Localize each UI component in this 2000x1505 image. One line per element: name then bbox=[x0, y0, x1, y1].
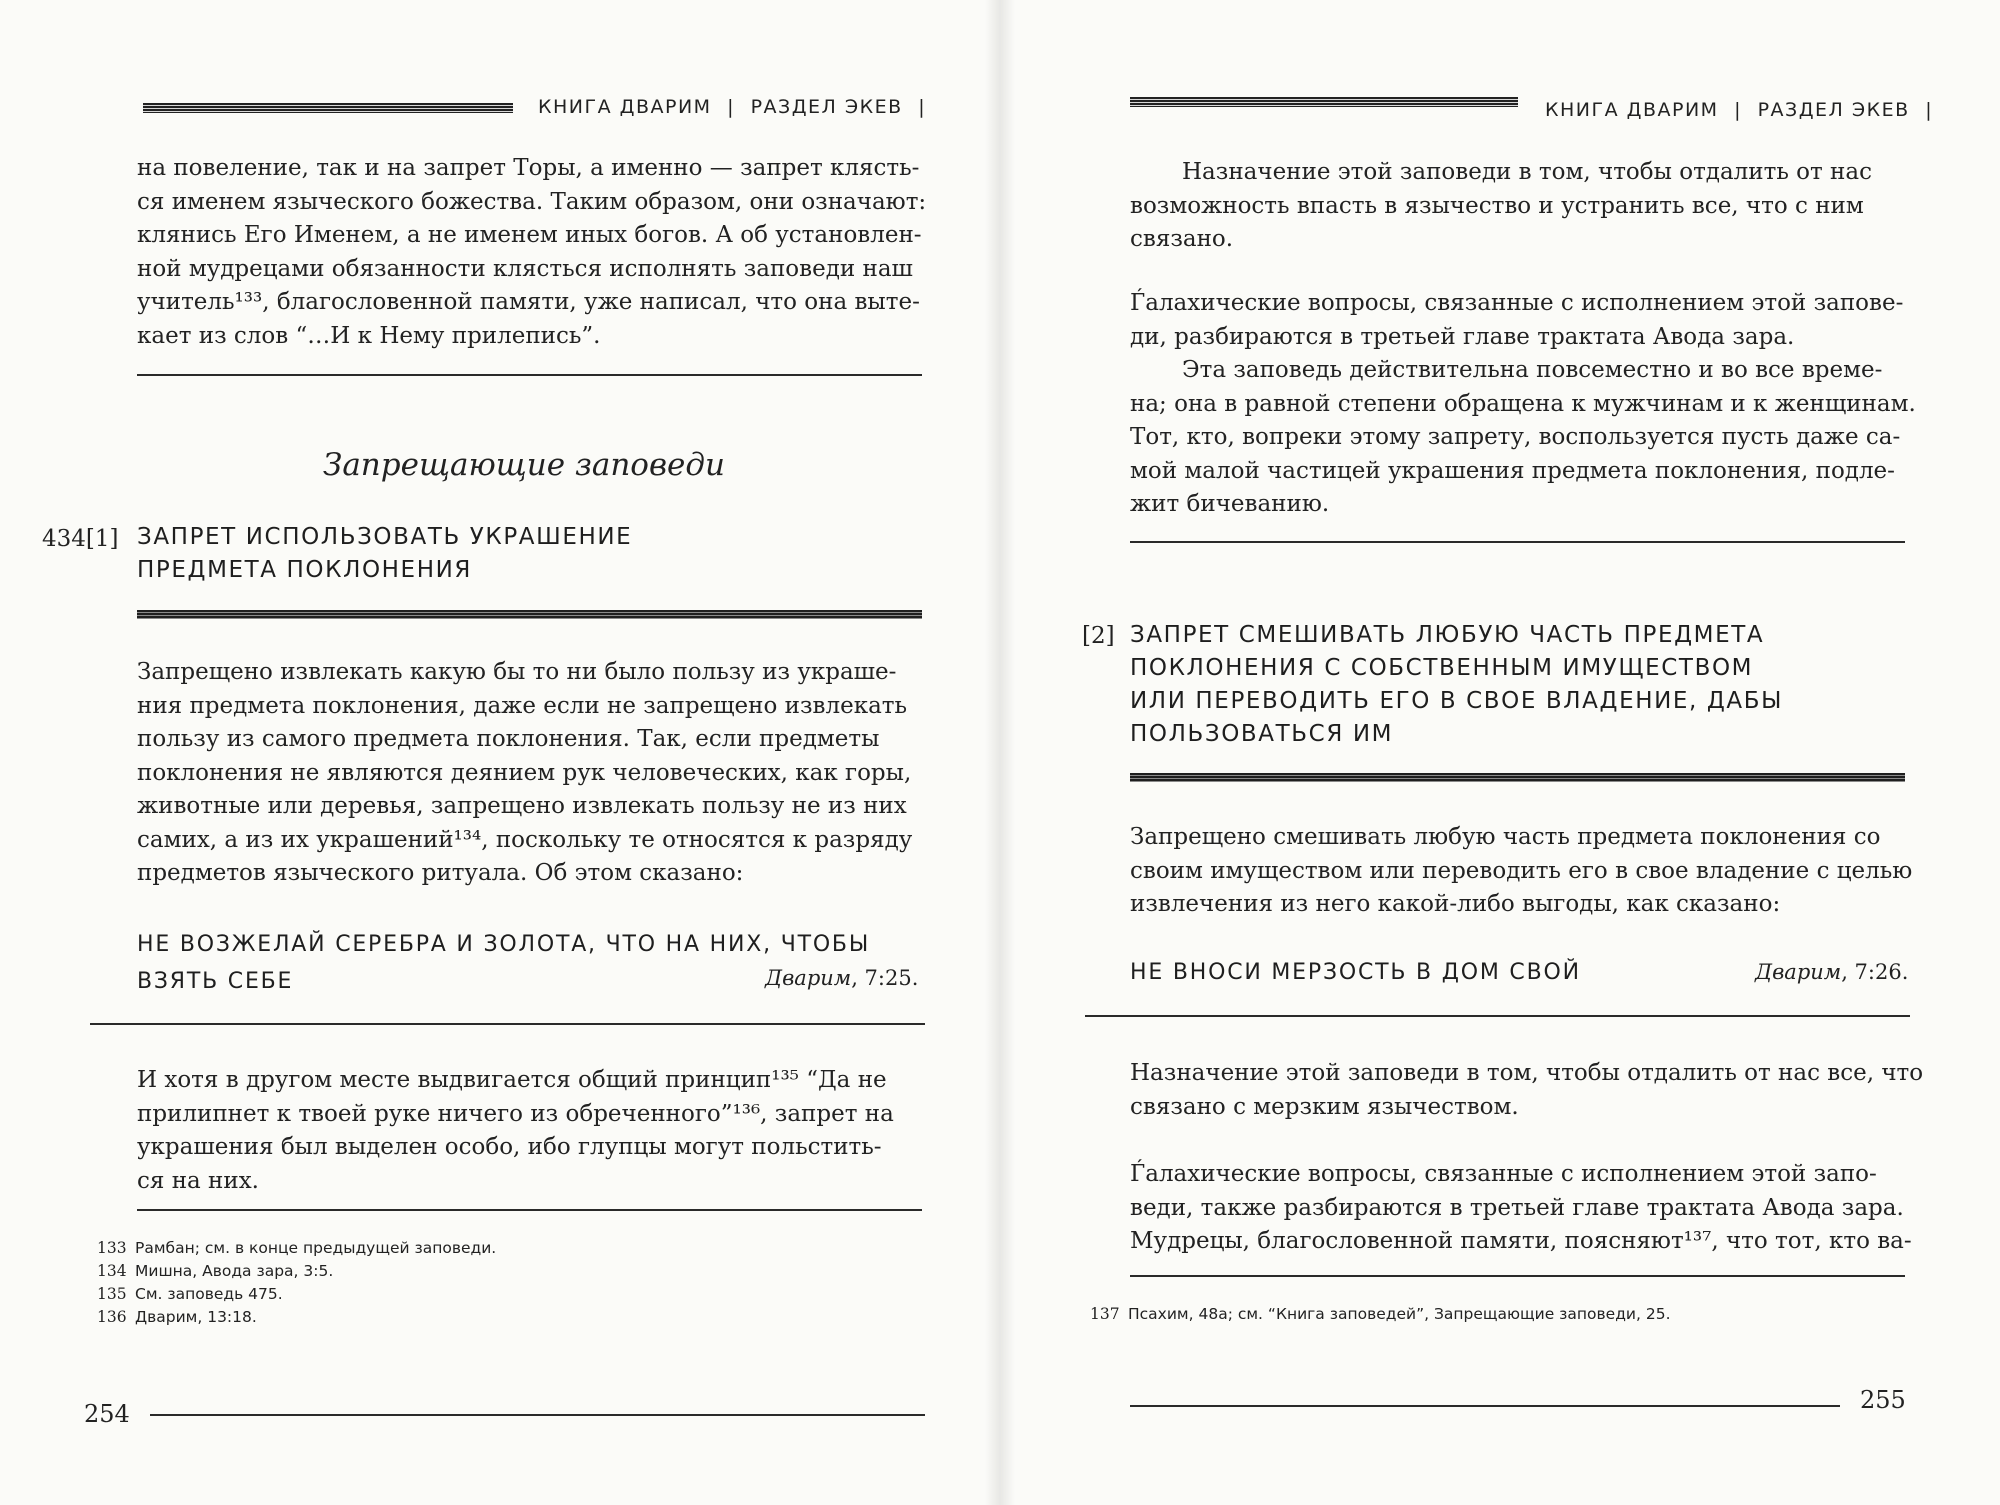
right-header-ornament bbox=[1130, 97, 1518, 107]
running-head-section: РАЗДЕЛ ЭКЕВ bbox=[1757, 99, 1910, 121]
verse-reference: Дварим, 7:25. bbox=[765, 966, 919, 990]
running-head-section: РАЗДЕЛ ЭКЕВ bbox=[750, 96, 903, 118]
commandment-title: ЗАПРЕТ ИСПОЛЬЗОВАТЬ УКРАШЕНИЕ ПРЕДМЕТА ПОКЛОНЕНИЯ bbox=[137, 524, 633, 583]
commandment-number: [2] bbox=[1082, 623, 1115, 649]
right-page bbox=[1000, 0, 2000, 1505]
footnotes bbox=[97, 1237, 917, 1329]
divider-rule bbox=[137, 374, 922, 376]
commandment-title: ЗАПРЕТ СМЕШИВАТЬ ЛЮБУЮ ЧАСТЬ ПРЕДМЕТА ПОКЛОНЕНИЯ С СОБСТВЕННЫМ ИМУЩЕСТВОМ ИЛИ ПЕРЕВОДИТЬ ЕГО В СВОЕ ВЛАДЕНИЕ, ДАБЫ ПОЛЬЗОВАТЬСЯ ИМ bbox=[1130, 622, 1784, 747]
closing-paragraph: И хотя в другом месте выдвигается общий принцип¹³⁵ “Да не прилипнет к твоей руке ничего из обреченного”¹³⁶, запрет на украшения был выделен особо, ибо глупцы могут польстить- ся на них. bbox=[137, 1067, 894, 1194]
intro-paragraph: на повеление, так и на запрет Торы, а именно — запрет клясть- ся именем языческого божества. Таким образом, они означают: клянись Его Именем, а не именем иных богов. А об установлен- ной мудрецами обязанности клясться исполнять заповеди наш учитель¹³³, благословенной памяти, уже написал, что она выте- кает из слов “…И к Нему прилепись”. bbox=[137, 155, 927, 349]
footnote-rule bbox=[137, 1209, 922, 1211]
commandment-number: 434[1] bbox=[42, 526, 119, 552]
page-number: 255 bbox=[1860, 1386, 1906, 1414]
footnote: 136 Дварим, 13:18. bbox=[97, 1308, 257, 1326]
folio-rule bbox=[1130, 1405, 1840, 1407]
divider-rule bbox=[1130, 541, 1905, 543]
section-title: Запрещающие заповеди bbox=[323, 447, 725, 483]
right-running-head bbox=[1545, 99, 1941, 121]
purpose2-paragraph: Назначение этой заповеди в том, чтобы отдалить от нас все, что связано с мерзким язычеством. bbox=[1130, 1060, 1924, 1120]
book-gutter bbox=[985, 0, 1015, 1505]
running-head-separator: | bbox=[727, 96, 736, 118]
divider-rule bbox=[1085, 1015, 1910, 1017]
halacha-paragraph: Ѓалахические вопросы, связанные с исполнением этой запове- ди, разбираются в третьей главе трактата Авода зара. Эта заповедь действительна повсеместно и во все време- на; она в равной степени обращена к мужчинам и к женщинам. Тот, кто, вопреки этому запрету, воспользуется пусть даже са- мой малой частицей украшения предмета поклонения, подле- жит бичеванию. bbox=[1130, 290, 1916, 517]
scripture-verse: НЕ ВНОСИ МЕРЗОСТЬ В ДОМ СВОЙ bbox=[1130, 960, 1581, 985]
footnote: 135 См. заповедь 475. bbox=[97, 1285, 283, 1303]
halacha2-paragraph: Ѓалахические вопросы, связанные с исполнением этой запо- веди, также разбираются в третьей главе трактата Авода зара. Мудрецы, благословенной памяти, поясняют¹³⁷, что тот, кто ва- bbox=[1130, 1161, 1912, 1254]
page-number: 254 bbox=[84, 1400, 130, 1428]
running-head-book: КНИГА ДВАРИМ bbox=[1545, 99, 1719, 121]
folio-rule bbox=[150, 1414, 925, 1416]
footnote: 137 Псахим, 48а; см. “Книга заповедей”, Запрещающие заповеди, 25. bbox=[1090, 1305, 1671, 1323]
body-paragraph: Запрещено извлекать какую бы то ни было пользу из украше- ния предмета поклонения, даже если не запрещено извлекать пользу из самого предмета поклонения. Так, если предметы поклонения не являются деянием рук человеческих, как горы, животные или деревья, запрещено извлекать пользу не из них самих, а из их украшений¹³⁴, поскольку те относятся к разряду предметов языческого ритуала. Об этом сказано: bbox=[137, 659, 913, 886]
running-head-book: КНИГА ДВАРИМ bbox=[538, 96, 712, 118]
heading-rule bbox=[137, 610, 922, 619]
scripture-verse: НЕ ВОЗЖЕЛАЙ СЕРЕБРА И ЗОЛОТА, ЧТО НА НИХ, ЧТОБЫ ВЗЯТЬ СЕБЕ bbox=[137, 932, 871, 994]
body-paragraph: Запрещено смешивать любую часть предмета поклонения со своим имуществом или переводить его в свое владение с целью извлечения из него какой-либо выгоды, как сказано: bbox=[1130, 824, 1913, 917]
footnote: 133 Рамбан; см. в конце предыдущей заповеди. bbox=[97, 1239, 497, 1257]
footnote-rule bbox=[1130, 1275, 1905, 1277]
footnote: 134 Мишна, Авода зара, 3:5. bbox=[97, 1262, 334, 1280]
running-head-separator: | bbox=[918, 96, 927, 118]
left-header-ornament bbox=[143, 103, 513, 113]
purpose-paragraph: Назначение этой заповеди в том, чтобы отдалить от нас возможность впасть в язычество и устранить все, что с ним связано. bbox=[1130, 159, 1872, 252]
footnotes bbox=[1090, 1303, 1950, 1326]
verse-reference: Дварим, 7:26. bbox=[1755, 960, 1909, 984]
divider-rule bbox=[90, 1023, 925, 1025]
heading-rule bbox=[1130, 773, 1905, 782]
running-head-separator: | bbox=[1925, 99, 1934, 121]
left-running-head bbox=[538, 96, 934, 118]
running-head-separator: | bbox=[1734, 99, 1743, 121]
